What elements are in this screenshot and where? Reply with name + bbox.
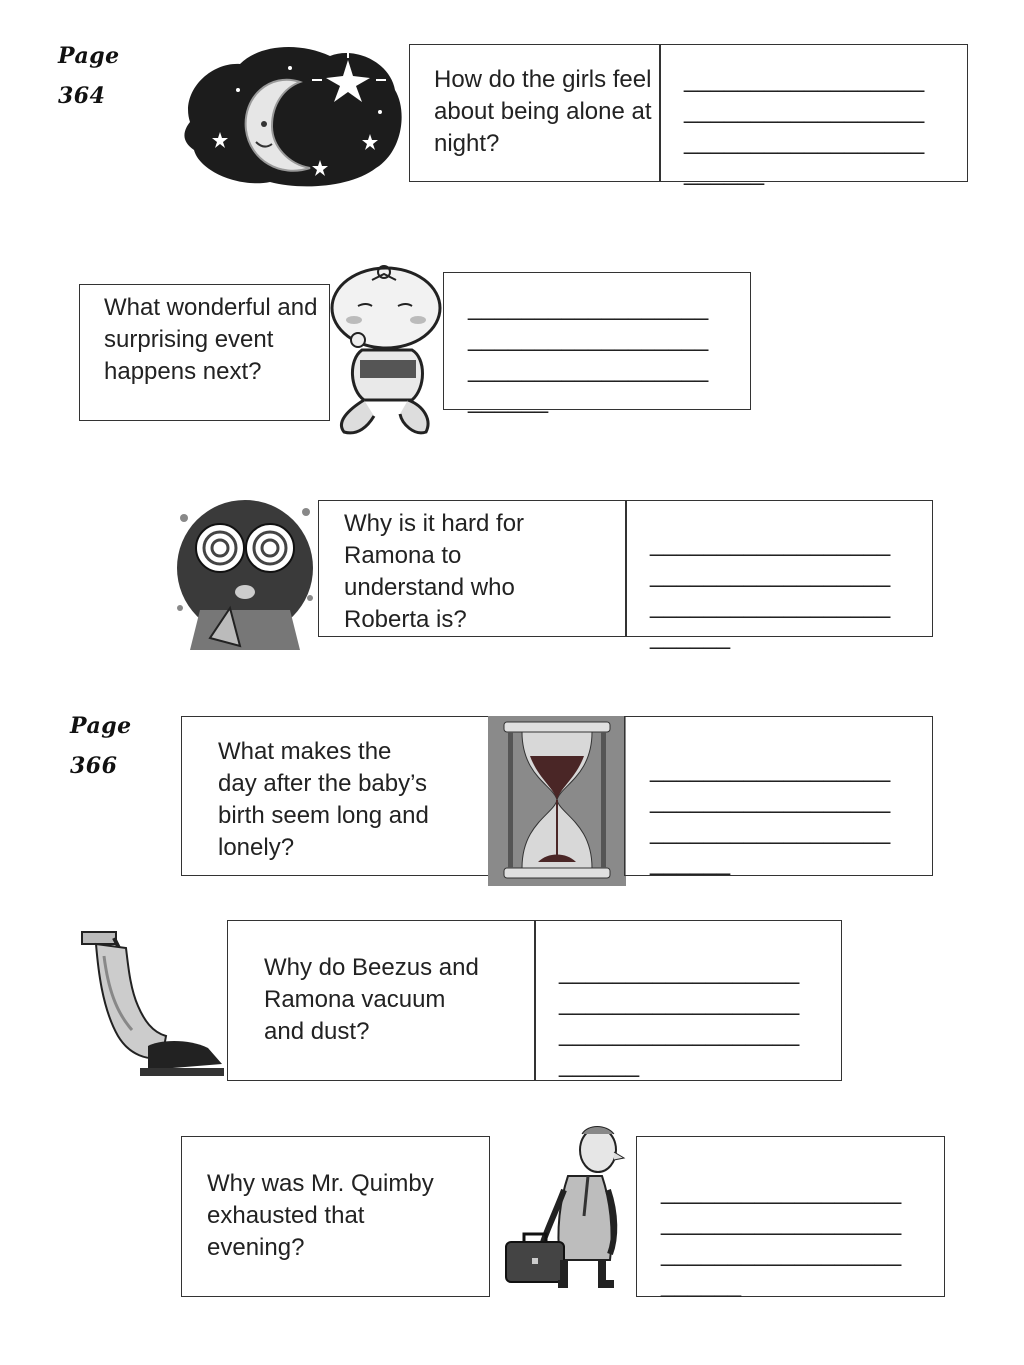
- tired-man-icon: [498, 1120, 636, 1292]
- page-label-364: [58, 36, 120, 116]
- answer-lines[interactable]: __________________ __________________ __________________ ______: [684, 66, 925, 186]
- answer-lines[interactable]: __________________ __________________ __________________ ______: [650, 756, 891, 876]
- answer-lines[interactable]: __________________ __________________ __________________ ______: [661, 1178, 902, 1298]
- question-text: What wonderful and surprising event happens next?: [104, 294, 318, 385]
- confused-girl-icon: [170, 488, 320, 654]
- page-word: Page: [58, 43, 120, 69]
- question-text: Why do Beezus and Ramona vacuum and dust?: [264, 954, 479, 1045]
- page-label-366: [70, 706, 132, 786]
- page-word: Page: [70, 713, 132, 739]
- answer-lines[interactable]: __________________ __________________ __________________ ______: [650, 530, 891, 650]
- page-number: 366: [70, 753, 118, 779]
- question-text: How do the girls feel about being alone at night?: [434, 66, 652, 157]
- question-text: Why was Mr. Quimby exhausted that evening?: [207, 1170, 434, 1261]
- answer-lines[interactable]: __________________ __________________ __________________ ______: [468, 294, 709, 414]
- page-number: 364: [58, 83, 106, 109]
- moon-stars-icon: [180, 42, 408, 190]
- question-text: Why is it hard for Ramona to understand who Roberta is?: [344, 510, 525, 633]
- hourglass-icon: [488, 716, 626, 886]
- vacuum-icon: [78, 928, 226, 1080]
- answer-lines[interactable]: __________________ __________________ __________________ ______: [559, 958, 800, 1078]
- question-text: What makes the day after the baby’s birth seem long and lonely?: [218, 738, 429, 861]
- baby-icon: [328, 260, 446, 438]
